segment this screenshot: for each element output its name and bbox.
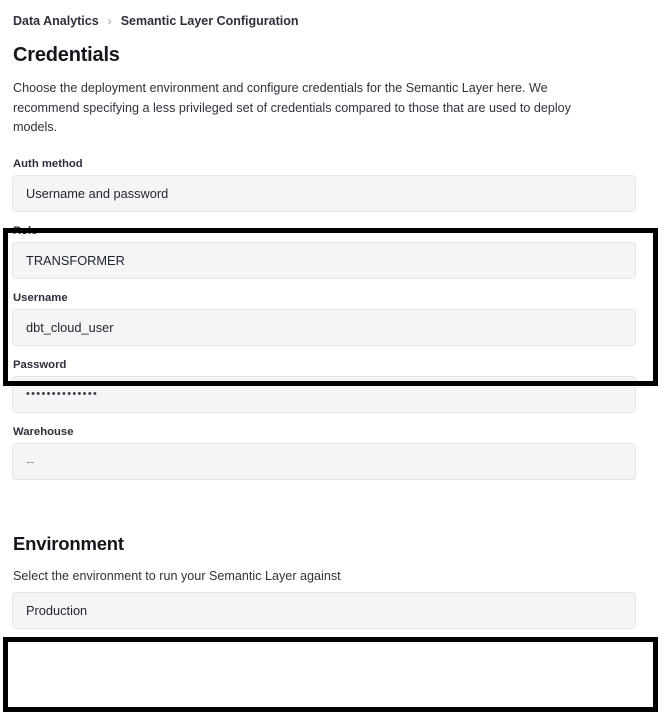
breadcrumb-item-data-analytics[interactable]: Data Analytics [13, 14, 99, 28]
field-warehouse [12, 426, 649, 480]
field-label-role: Role [13, 224, 38, 237]
warehouse-input[interactable]: -- [12, 443, 636, 480]
field-role [12, 225, 649, 279]
page-title: Credentials [13, 44, 120, 66]
field-label-auth-method: Auth method [13, 157, 83, 170]
environment-description: Select the environment to run your Semantic Layer against [13, 568, 341, 583]
auth-method-select[interactable]: Username and password [12, 175, 636, 212]
environment-section [12, 533, 649, 629]
field-label-warehouse: Warehouse [13, 425, 74, 438]
field-label-password: Password [13, 358, 67, 371]
environment-title: Environment [13, 532, 124, 554]
breadcrumb-item-current: Semantic Layer Configuration [120, 14, 299, 28]
role-input[interactable]: TRANSFORMER [12, 242, 636, 279]
field-username [12, 292, 649, 346]
field-auth-method [12, 158, 649, 212]
chevron-right-icon: › [107, 14, 112, 28]
password-input[interactable]: •••••••••••••• [12, 376, 636, 413]
credentials-description: Choose the deployment environment and configure credentials for the Semantic Layer here. We recommend specifying a less privileged set of credentials compared to those that are used to deploy models. [13, 81, 571, 135]
username-input[interactable]: dbt_cloud_user [12, 309, 636, 346]
breadcrumb [13, 12, 649, 30]
field-password [12, 359, 649, 413]
field-label-username: Username [13, 291, 68, 304]
highlight-box-environment [3, 637, 658, 712]
environment-select[interactable]: Production [12, 592, 636, 629]
